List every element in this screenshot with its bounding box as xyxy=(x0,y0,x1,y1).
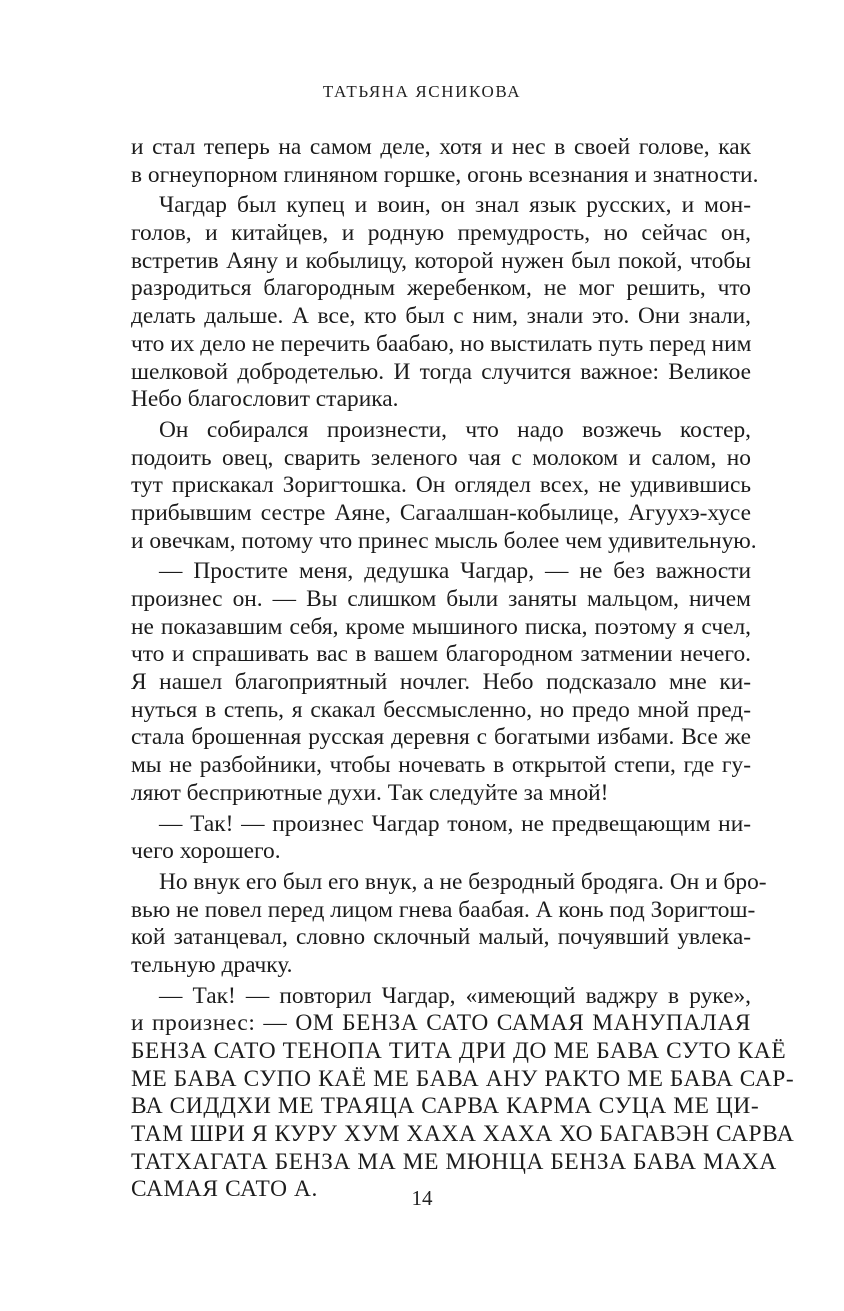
text-line: МЕ БАВА СУПО КАЁ МЕ БАВА АНУ РАКТО МЕ БАВА САР- xyxy=(131,1065,795,1092)
running-head: ТАТЬЯНА ЯСНИКОВА xyxy=(322,82,522,101)
text-line: и овечкам, потому что принес мысль более чем удивительную. xyxy=(131,527,757,554)
text-line: ляют бесприютные духи. Так следуйте за мной! xyxy=(131,779,609,806)
text-line: Он собирался произнести, что надо возжечь костер, xyxy=(159,416,751,443)
text-line: тут прискакал Зоригтошка. Он оглядел всех, не удивившись xyxy=(131,472,751,499)
text-line: ТАМ ШРИ Я КУРУ ХУМ ХАХА ХАХА ХО БАГАВЭН САРВА xyxy=(131,1121,795,1148)
text-line: и произнес: — ОМ БЕНЗА САТО САМАЯ МАНУПАЛАЯ xyxy=(131,1010,751,1037)
text-line: не показавшим себя, кроме мышиного писка, поэтому я счел, xyxy=(131,613,751,640)
text-line: делать дальше. А все, кто был с ним, знали это. Они знали, xyxy=(131,303,751,330)
text-line: кой затанцевал, словно склочный малый, почуявший увлека- xyxy=(131,924,751,951)
text-line: встретив Аяну и кобылицу, которой нужен был покой, чтобы xyxy=(131,247,751,274)
text-line: — Так! — произнес Чагдар тоном, не предвещающим ни- xyxy=(159,810,751,837)
text-line: прибывшим сестре Аяне, Сагаалшан-кобылице, Агуухэ-хусе xyxy=(131,499,751,526)
text-line: — Так! — повторил Чагдар, «имеющий ваджру в руке», xyxy=(159,982,751,1009)
text-line: САМАЯ САТО А. xyxy=(131,1176,318,1203)
text-line: мы не разбойники, чтобы ночевать в открытой степи, где гу- xyxy=(131,752,751,779)
text-line: в огнеупорном глиняном горшке, огонь всезнания и знатности. xyxy=(131,161,759,188)
text-line: голов, и китайцев, и родную премудрость, но сейчас он, xyxy=(131,220,751,247)
text-line: разродиться благородным жеребенком, не мог решить, что xyxy=(131,275,751,302)
text-line: ВА СИДДХИ МЕ ТРАЯЦА САРВА КАРМА СУЦА МЕ ЦИ- xyxy=(131,1093,760,1120)
text-line: шелковой добродетелью. И тогда случится важное: Великое xyxy=(131,358,751,385)
text-line: БЕНЗА САТО ТЕНОПА ТИТА ДРИ ДО МЕ БАВА СУТО КАЁ xyxy=(131,1038,787,1064)
text-line: подоить овец, сварить зеленого чая с молоком и салом, но xyxy=(131,444,751,471)
text-line: тельную драчку. xyxy=(131,951,293,978)
text-line: что и спрашивать вас в вашем благородном затмении нечего. xyxy=(131,641,751,668)
text-line: чего хорошего. xyxy=(131,838,281,865)
text-line: Чагдар был купец и воин, он знал язык русских, и мон- xyxy=(159,192,751,219)
text-line: вью не повел перед лицом гнева баабая. А конь под Зоригтош- xyxy=(131,896,756,923)
text-line: — Простите меня, дедушка Чагдар, — не без важности xyxy=(159,558,751,585)
text-line: Я нашел благоприятный ночлег. Небо подсказало мне ки- xyxy=(131,669,751,696)
text-line: Но внук его был его внук, а не безродный бродяга. Он и бро- xyxy=(159,868,767,895)
body-text xyxy=(131,134,795,1204)
text-line: что их дело не перечить баабаю, но выстилать путь перед ним xyxy=(131,330,752,357)
text-line: ТАТХАГАТА БЕНЗА МА МЕ МЮНЦА БЕНЗА БАВА МАХА xyxy=(131,1148,777,1175)
text-line: и стал теперь на самом деле, хотя и нес в своей голове, как xyxy=(131,134,751,160)
text-line: стала брошенная русская деревня с богатыми избами. Все же xyxy=(131,724,751,751)
text-line: Небо благословит старика. xyxy=(131,386,399,413)
text-line: нуться в степь, я скакал бессмысленно, но предо мной пред- xyxy=(131,696,751,723)
page-number: 14 xyxy=(411,1186,433,1210)
text-line: произнес он. — Вы слишком были заняты мальцом, ничем xyxy=(131,586,751,612)
